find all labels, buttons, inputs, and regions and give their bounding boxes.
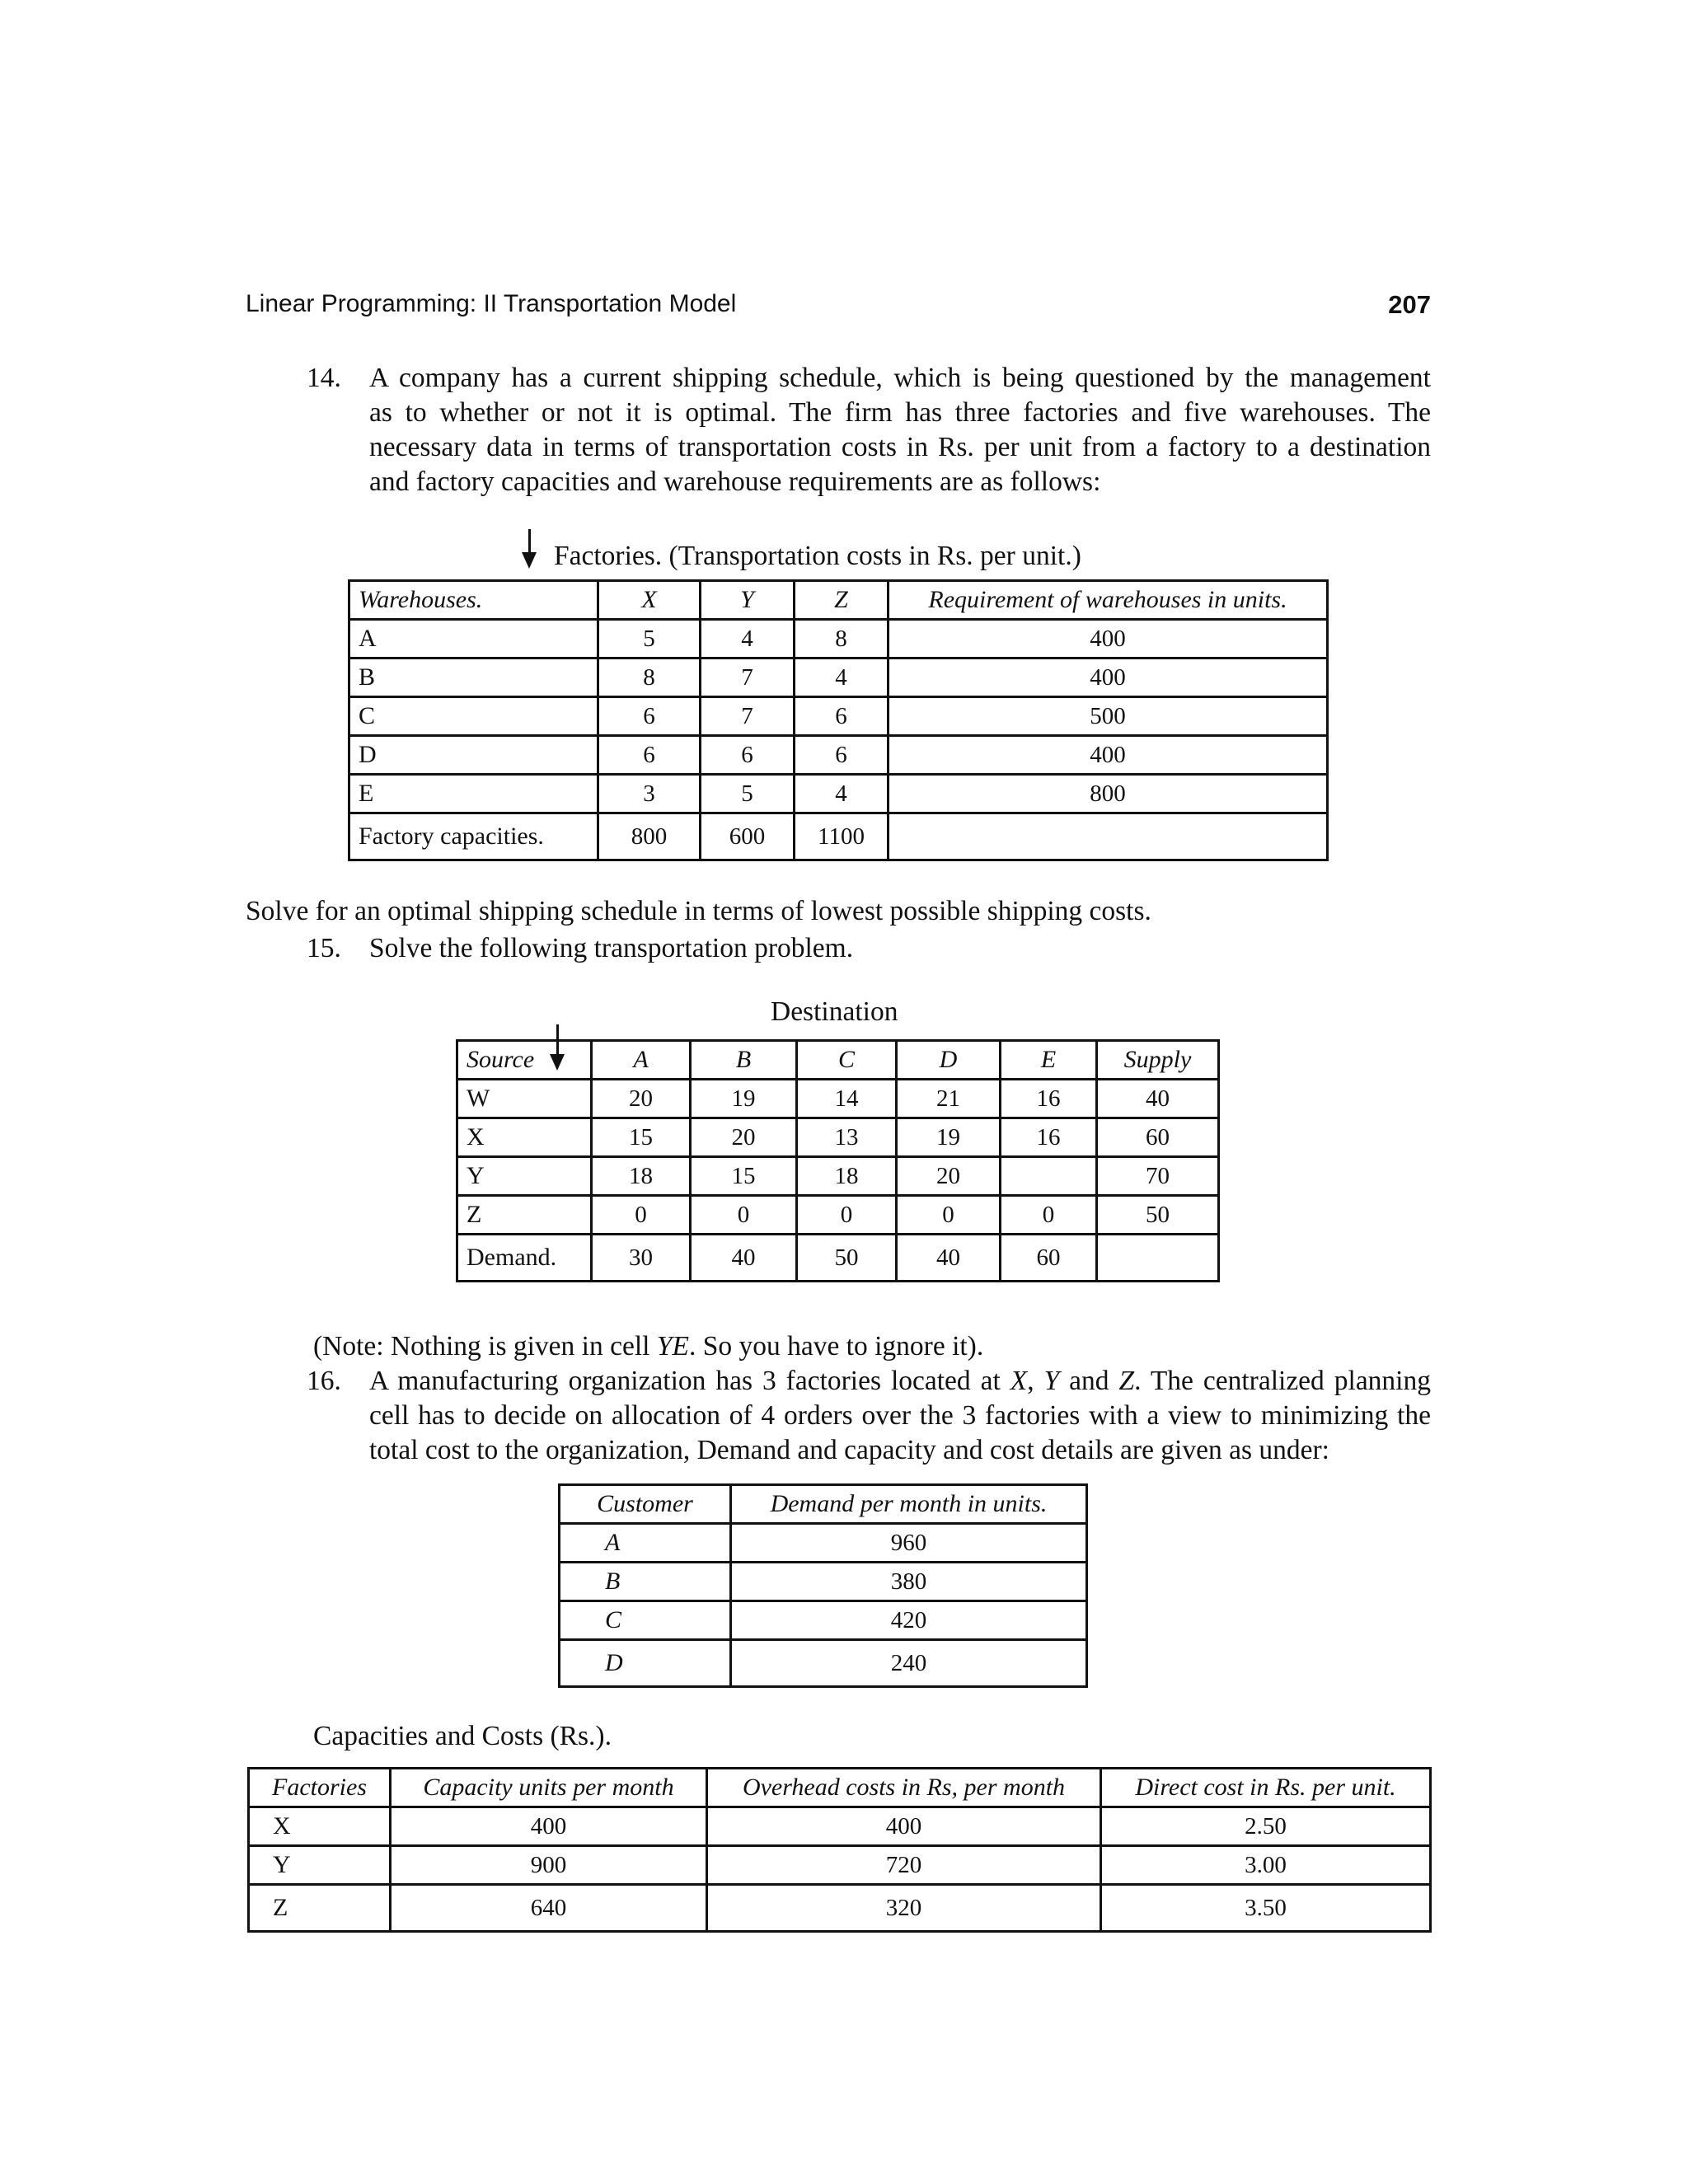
column-header: Direct cost in Rs. per unit. [1101,1769,1431,1807]
table-cell: 1100 [795,813,889,860]
table-cell: 4 [701,620,795,658]
question-14-line: A company has a current shipping schedule, which is being questioned by the management [369,363,1431,393]
table-row [457,1196,1219,1235]
table-cell: 500 [889,697,1328,736]
chapter-title: Linear Programming: II Transportation Model [246,290,737,317]
column-header: D [897,1041,1001,1080]
table-cell: 2.50 [1101,1807,1431,1846]
table-row [249,1807,1431,1846]
table-row [560,1563,1087,1601]
table-cell: 19 [691,1080,797,1118]
column-header: Y [701,581,795,620]
q14-cost-table [348,579,1329,861]
table-cell: Z [249,1885,391,1932]
table-cell: 7 [701,658,795,697]
column-header: Supply [1097,1041,1219,1080]
table-cell: 50 [797,1235,897,1282]
table-cell: 400 [391,1807,707,1846]
table-cell: 400 [707,1807,1101,1846]
table-cell: Y [457,1157,592,1196]
table-cell: 5 [701,775,795,813]
column-header: Source [457,1041,592,1080]
page-number: 207 [1388,290,1431,319]
table-cell: B [560,1563,731,1601]
table-cell: 6 [598,736,701,775]
table-cell: 3 [598,775,701,813]
table-row [349,658,1328,697]
column-header: Z [795,581,889,620]
note-cell-ref: YE [656,1331,689,1361]
q16-demand-table [558,1483,1088,1688]
table-cell: 18 [592,1157,691,1196]
table-cell: 4 [795,658,889,697]
table-cell: 60 [1097,1118,1219,1157]
column-header: Demand per month in units. [731,1485,1087,1524]
table-header-row [457,1041,1219,1080]
table-cell: 15 [592,1118,691,1157]
table-row [349,813,1328,860]
table-cell: E [349,775,598,813]
table-cell: 6 [598,697,701,736]
column-header: Warehouses. [349,581,598,620]
table-row [560,1601,1087,1640]
table-cell: 5 [598,620,701,658]
table-cell: 3.50 [1101,1885,1431,1932]
table-cell: 40 [691,1235,797,1282]
table-cell: 70 [1097,1157,1219,1196]
table-cell: 14 [797,1080,897,1118]
table-cell: 420 [731,1601,1087,1640]
table-cell: 7 [701,697,795,736]
question-14-text [369,361,1431,499]
q15-transport-table [456,1039,1220,1282]
table-cell: 900 [391,1846,707,1885]
table-cell: 600 [701,813,795,860]
table-row [249,1846,1431,1885]
column-header: Capacity units per month [391,1769,707,1807]
column-header: C [797,1041,897,1080]
table-cell: 6 [795,697,889,736]
table-row [349,697,1328,736]
table-cell: Demand. [457,1235,592,1282]
table-cell: D [349,736,598,775]
table-cell: 16 [1001,1080,1097,1118]
table-row [560,1640,1087,1687]
table-cell: 18 [797,1157,897,1196]
table-cell: A [349,620,598,658]
question-14-line: as to whether or not it is optimal. The firm has three factories and five warehouses. The [369,397,1431,428]
column-header: Factories [249,1769,391,1807]
table-cell: 0 [592,1196,691,1235]
table-cell: C [349,697,598,736]
note-text: . So you have to ignore it). [688,1331,984,1361]
table-cell: D [560,1640,731,1687]
q15-note [313,1329,983,1364]
table-cell: X [457,1118,592,1157]
table-cell: 21 [897,1080,1001,1118]
table-cell: 20 [897,1157,1001,1196]
question-16-line: total cost to the organization, Demand and capacity and cost details are given as under: [369,1435,1329,1465]
table-cell: 640 [391,1885,707,1932]
table-cell: 6 [701,736,795,775]
q15-table-caption: Destination [771,996,898,1027]
table-cell: 13 [797,1118,897,1157]
table-cell: A [560,1524,731,1563]
question-16-line: cell has to decide on allocation of 4 orders over the 3 factories with a view to minimizing the [369,1400,1431,1431]
table-row [249,1885,1431,1932]
question-14-line: and factory capacities and warehouse requirements are as follows: [369,466,1101,497]
q16-capacity-table [247,1767,1432,1933]
table-cell: 3.00 [1101,1846,1431,1885]
table-cell: 400 [889,620,1328,658]
table-row [457,1118,1219,1157]
question-15-text: Solve the following transportation problem. [369,933,854,963]
table-cell: 240 [731,1640,1087,1687]
table-cell [889,813,1328,860]
running-head [246,290,1431,326]
table-cell [1097,1235,1219,1282]
table-row [457,1235,1219,1282]
table-cell: 6 [795,736,889,775]
table-header-row [249,1769,1431,1807]
table-cell: 4 [795,775,889,813]
table-cell: 800 [889,775,1328,813]
table-cell: 40 [897,1235,1001,1282]
table-row [457,1080,1219,1118]
table-cell: 8 [598,658,701,697]
table-cell: 40 [1097,1080,1219,1118]
table-header-row [560,1485,1087,1524]
table-cell: 0 [797,1196,897,1235]
table-row [349,775,1328,813]
table-cell: B [349,658,598,697]
q14-closing: Solve for an optimal shipping schedule in terms of lowest possible shipping costs. [246,896,1151,926]
table-cell: 20 [691,1118,797,1157]
question-14-number: 14. [307,363,341,393]
table-cell: 8 [795,620,889,658]
question-16-line: A manufacturing organization has 3 factories located at X, Y and Z. The centralized planning [369,1366,1431,1396]
empty-cell-ye [1001,1157,1097,1196]
table-cell: 19 [897,1118,1001,1157]
table-cell: 0 [691,1196,797,1235]
table-cell: 960 [731,1524,1087,1563]
column-header: X [598,581,701,620]
column-header: A [592,1041,691,1080]
capacities-caption: Capacities and Costs (Rs.). [313,1721,612,1751]
table-cell: 16 [1001,1118,1097,1157]
table-cell: 400 [889,658,1328,697]
table-cell: 30 [592,1235,691,1282]
table-cell: 50 [1097,1196,1219,1235]
question-14-line: necessary data in terms of transportation costs in Rs. per unit from a factory to a destination [369,432,1431,462]
table-row [457,1157,1219,1196]
table-cell: 15 [691,1157,797,1196]
table-cell: Factory capacities. [349,813,598,860]
column-header: Requirement of warehouses in units. [889,581,1328,620]
q14-table-caption: Factories. (Transportation costs in Rs. per unit.) [554,541,1081,571]
question-16-number: 16. [307,1366,341,1396]
column-header: Overhead costs in Rs, per month [707,1769,1101,1807]
table-cell: 0 [1001,1196,1097,1235]
table-header-row [349,581,1328,620]
column-header: Customer [560,1485,731,1524]
table-cell: 800 [598,813,701,860]
table-cell: X [249,1807,391,1846]
table-cell: 60 [1001,1235,1097,1282]
table-cell: 20 [592,1080,691,1118]
table-cell: C [560,1601,731,1640]
table-cell: Z [457,1196,592,1235]
question-16-text [369,1364,1431,1468]
table-row [349,620,1328,658]
table-cell: 380 [731,1563,1087,1601]
table-row [349,736,1328,775]
table-cell: Y [249,1846,391,1885]
table-cell: 320 [707,1885,1101,1932]
note-text: (Note: Nothing is given in cell [313,1331,657,1361]
column-header: E [1001,1041,1097,1080]
column-header: B [691,1041,797,1080]
question-15-number: 15. [307,933,341,963]
table-cell: 0 [897,1196,1001,1235]
table-cell: 400 [889,736,1328,775]
table-row [560,1524,1087,1563]
table-cell: W [457,1080,592,1118]
table-cell: 720 [707,1846,1101,1885]
